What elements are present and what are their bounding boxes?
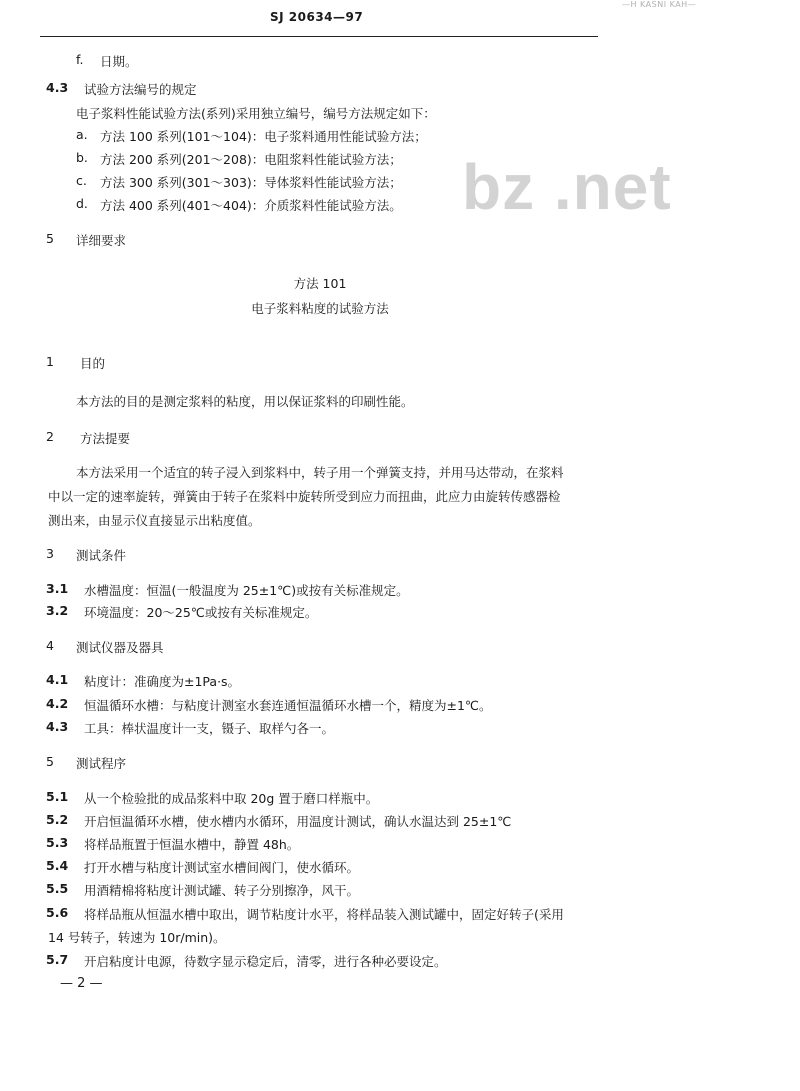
section-number: 3 (46, 546, 54, 561)
clause-number: 5.4 (46, 858, 69, 873)
section-number: 1 (46, 354, 54, 369)
watermark: bz .net (462, 151, 672, 223)
clause-text: 开启粘度计电源，待数字显示稳定后，清零，进行各种必要设定。 (84, 954, 447, 969)
paragraph-line: 电子浆料性能试验方法(系列)采用独立编号，编号方法规定如下： (76, 106, 436, 121)
paragraph-line: 中以一定的速率旋转，弹簧由于转子在浆料中旋转所受到应力而扭曲，此应力由旋转传感器检 (48, 489, 561, 504)
clause-number: 3.1 (46, 581, 69, 596)
clause-text: 从一个检验批的成品浆料中取 20g 置于磨口样瓶中。 (84, 791, 379, 806)
corner-stamp: —H KASNI KAH— (622, 0, 697, 9)
section-heading: 测试仪器及器具 (76, 640, 164, 655)
clause-text: 打开水槽与粘度计测试室水槽间阀门，使水循环。 (84, 860, 360, 875)
page-number: — 2 — (60, 976, 103, 991)
item-text: 日期。 (100, 54, 138, 69)
clause-text: 水槽温度：恒温(一般温度为 25±1℃)或按有关标准规定。 (84, 583, 409, 598)
clause-text: 用酒精棉将粘度计测试罐、转子分别擦净，风干。 (84, 883, 360, 898)
clause-text: 粘度计：准确度为±1Pa·s。 (84, 674, 241, 689)
item-text: 方法 100 系列(101～104)：电子浆料通用性能试验方法； (100, 129, 427, 144)
clause-text: 工具：棒状温度计一支，镊子、取样勺各一。 (84, 721, 335, 736)
section-heading: 详细要求 (76, 233, 127, 248)
clause-number: 4.1 (46, 672, 69, 687)
clause-text: 恒温循环水槽：与粘度计测室水套连通恒温循环水槽一个，精度为±1℃。 (84, 698, 492, 713)
paragraph-line: 本方法的目的是测定浆料的粘度，用以保证浆料的印刷性能。 (76, 394, 414, 409)
clause-number: 5.7 (46, 952, 69, 967)
clause-number: 5.2 (46, 812, 69, 827)
method-title: 方法 101 (293, 276, 347, 291)
item-number: c. (76, 173, 87, 188)
item-number: f. (76, 52, 84, 67)
clause-number: 5.1 (46, 789, 69, 804)
clause-number: 4.3 (46, 719, 69, 734)
method-subtitle: 电子浆料粘度的试验方法 (251, 301, 389, 316)
item-number: b. (76, 150, 88, 165)
section-number: 5 (46, 231, 54, 246)
section-number: 5 (46, 754, 54, 769)
item-number: a. (76, 127, 88, 142)
section-heading: 目的 (80, 356, 106, 371)
section-heading: 试验方法编号的规定 (84, 82, 197, 97)
section-number: 4 (46, 638, 54, 653)
clause-continuation: 14 号转子，转速为 10r/min)。 (48, 930, 226, 945)
clause-text: 将样品瓶从恒温水槽中取出，调节粘度计水平，将样品装入测试罐中，固定好转子(采用 (84, 907, 564, 922)
document-code: SJ 20634—97 (270, 10, 364, 24)
section-heading: 测试条件 (76, 548, 127, 563)
item-text: 方法 300 系列(301～303)：导体浆料性能试验方法； (100, 175, 402, 190)
paragraph-line: 测出来，由显示仪直接显示出粘度值。 (48, 513, 261, 528)
section-number: 4.3 (46, 80, 69, 95)
header-rule (40, 36, 598, 37)
clause-number: 3.2 (46, 603, 69, 618)
section-number: 2 (46, 429, 54, 444)
item-number: d. (76, 196, 88, 211)
clause-number: 5.5 (46, 881, 69, 896)
section-heading: 测试程序 (76, 756, 127, 771)
clause-text: 开启恒温循环水槽，使水槽内水循环，用温度计测试，确认水温达到 25±1℃ (84, 814, 512, 829)
clause-text: 环境温度：20～25℃或按有关标准规定。 (84, 605, 318, 620)
paragraph-line: 本方法采用一个适宜的转子浸入到浆料中，转子用一个弹簧支持，并用马达带动，在浆料 (76, 465, 564, 480)
clause-text: 将样品瓶置于恒温水槽中，静置 48h。 (84, 837, 300, 852)
clause-number: 5.3 (46, 835, 69, 850)
item-text: 方法 400 系列(401～404)：介质浆料性能试验方法。 (100, 198, 402, 213)
item-text: 方法 200 系列(201～208)：电阻浆料性能试验方法； (100, 152, 402, 167)
section-heading: 方法提要 (80, 431, 131, 446)
clause-number: 4.2 (46, 696, 69, 711)
clause-number: 5.6 (46, 905, 69, 920)
